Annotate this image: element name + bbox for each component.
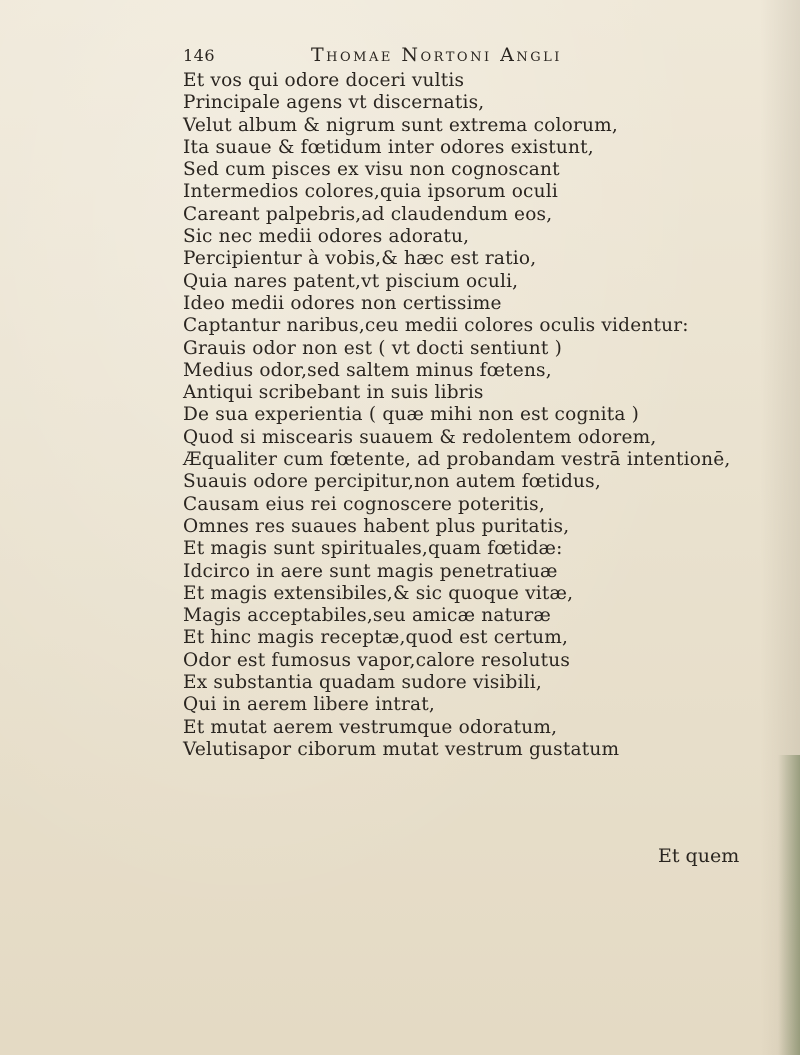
verse-line: Suauis odore percipitur,non autem fœtidus, <box>183 471 601 493</box>
verse-line: Velut album & nigrum sunt extrema colorum, <box>183 114 618 136</box>
verse-line: Et vos qui odore doceri vultis <box>183 70 465 91</box>
verse-line: Et magis sunt spirituales,quam fœtidæ: <box>183 538 563 560</box>
verse-line: Sed cum pisces ex visu non cognoscant <box>183 159 560 181</box>
verse-line: Ex substantia quadam sudore visibili, <box>183 672 542 694</box>
verse-line: Omnes res suaues habent plus puritatis, <box>183 515 570 537</box>
verse-line: Et hinc magis receptæ,quod est certum, <box>183 627 569 649</box>
page-corner-stain <box>778 755 800 1055</box>
running-title: Thomae Nortoni Angli <box>311 44 562 66</box>
verse-line: Velutisapor ciborum mutat vestrum gustatum <box>183 738 620 760</box>
verse-line: Captantur naribus,ceu medii colores oculis videntur: <box>183 315 689 337</box>
verse-line: Causam eius rei cognoscere poteritis, <box>183 493 545 515</box>
verse-line: De sua experientia ( quæ mihi non est cognita ) <box>183 404 640 426</box>
page-number: 146 <box>183 46 216 65</box>
verse-line: Careant palpebris,ad claudendum eos, <box>183 203 553 225</box>
verse-line: Qui in aerem libere intrat, <box>183 694 435 716</box>
verse-line: Ideo medii odores non certissime <box>183 292 502 314</box>
verse-line: Idcirco in aere sunt magis penetratiuæ <box>183 560 558 582</box>
verse-line: Et magis extensibiles,& sic quoque vitæ, <box>183 582 574 604</box>
verse-line: Odor est fumosus vapor,calore resolutus <box>183 649 571 671</box>
verse-line: Magis acceptabiles,seu amicæ naturæ <box>183 605 551 627</box>
verse-line: Percipientur à vobis,& hæc est ratio, <box>183 248 537 270</box>
verse-line: Intermedios colores,quia ipsorum oculi <box>183 181 558 203</box>
verse-line: Quod si miscearis suauem & redolentem odorem, <box>183 426 657 448</box>
verse-line: Antiqui scribebant in suis libris <box>183 382 484 404</box>
verse-line: Æqualiter cum fœtente, ad probandam vestrā intentionē, <box>183 449 731 471</box>
catchword: Et quem <box>658 845 740 867</box>
poem-text <box>183 70 783 761</box>
verse-line: Grauis odor non est ( vt docti sentiunt ) <box>183 337 563 359</box>
verse-line: Et mutat aerem vestrumque odoratum, <box>183 716 558 738</box>
verse-line: Ita suaue & fœtidum inter odores existunt, <box>183 136 594 158</box>
verse-line: Quia nares patent,vt piscium oculi, <box>183 270 519 292</box>
verse-line: Principale agens vt discernatis, <box>183 92 485 114</box>
verse-line: Sic nec medii odores adoratu, <box>183 226 470 248</box>
verse-line: Medius odor,sed saltem minus fœtens, <box>183 359 552 381</box>
